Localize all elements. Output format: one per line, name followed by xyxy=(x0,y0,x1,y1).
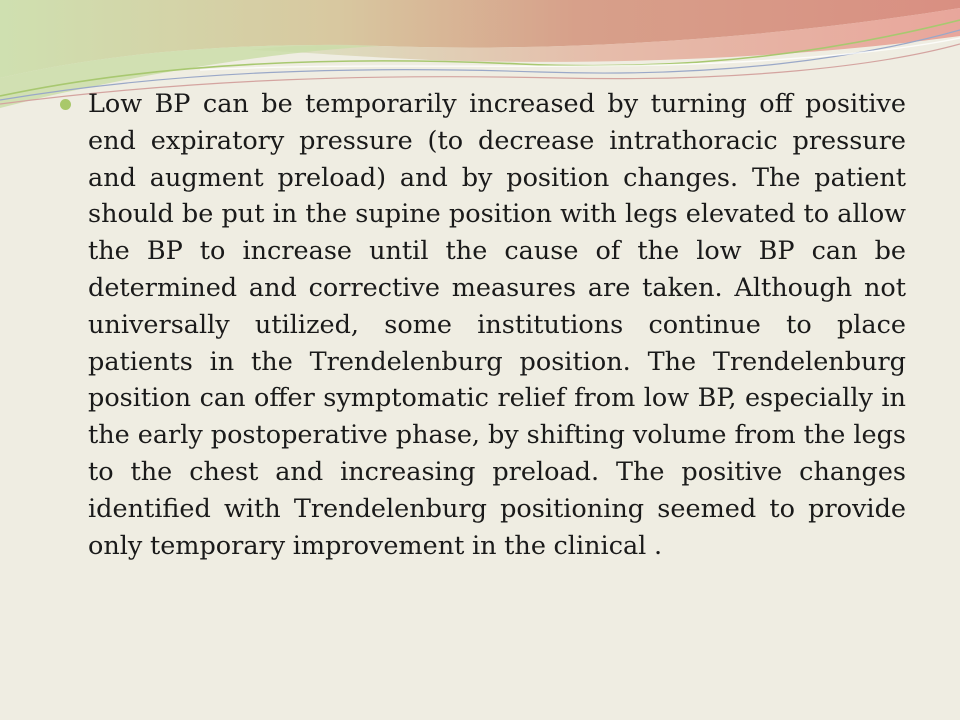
bullet-dot-icon xyxy=(60,99,71,110)
bullet-text: Low BP can be temporarily increased by turning off positive end expiratory pressure (to decrease intrathoracic pressure and augment preload) and by position changes. The patient should be put in the supine position with legs elevated to allow the BP to increase until the cause of the low BP can be determined and corrective measures are taken. Although not universally utilized, some institutions continue to place patients in the Trendelenburg position. The Trendelenburg position can offer symptomatic relief from low BP, especially in the early postoperative phase, by shifting volume from the legs to the chest and increasing preload. The positive changes identified with Trendelenburg positioning seemed to provide only temporary improvement in the clinical . xyxy=(88,89,906,561)
content-area xyxy=(60,86,906,564)
bullet-item xyxy=(60,86,906,564)
